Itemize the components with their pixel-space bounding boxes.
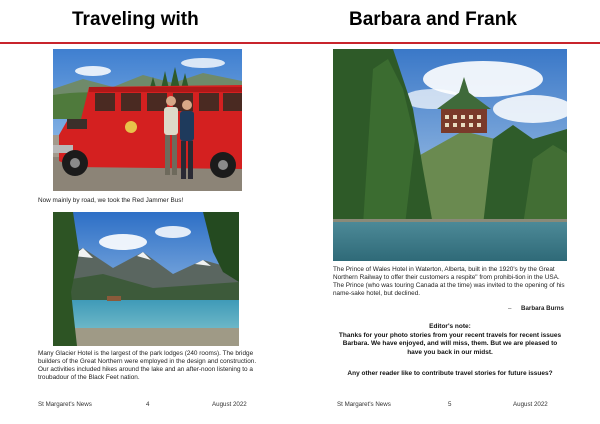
left-title-rule	[0, 42, 300, 44]
right-page	[300, 0, 600, 424]
right-title-rule	[300, 42, 600, 44]
prince-of-wales-hotel-photo	[333, 49, 567, 261]
footer-publication: St Margaret's News	[337, 401, 391, 408]
article-attribution: Barbara Burns	[521, 305, 564, 312]
footer-page-number: 4	[146, 401, 150, 408]
many-glacier-caption: Many Glacier Hotel is the largest of the park lodges (240 rooms). The bridge builders of the Great Northern were employed in the design and construction. Our activities included hikes around the lake and an after-noon listening to a troubadour of the Black Feet nation.	[38, 350, 257, 382]
left-page-title: Traveling with	[72, 9, 199, 30]
prince-of-wales-caption: The Prince of Wales Hotel in Waterton, Alberta, built in the 1920's by the Great Northern Railway to offer their customers a respite" from prohibi-tion in the USA. The Prince (who was touring Canada at the time) was invited to the opening of his name-sake hotel, but declined.	[333, 266, 565, 298]
editor-note-title: Editor's note:	[429, 323, 471, 330]
attribution-dash: –	[508, 305, 512, 312]
footer-publication: St Margaret's News	[38, 401, 92, 408]
many-glacier-lake-photo	[53, 212, 239, 346]
editor-note-body: Thanks for your photo stories from your recent travels for recent issues Barbara. We have enjoyed, and will miss, them. But we are pleased to have you back in our midst.	[338, 332, 562, 356]
contribute-question: Any other reader like to contribute travel stories for future issues?	[347, 370, 553, 377]
footer-date: August 2022	[212, 401, 247, 408]
footer-page-number: 5	[448, 401, 452, 408]
footer-date: August 2022	[513, 401, 548, 408]
right-page-title: Barbara and Frank	[349, 9, 517, 30]
red-jammer-bus-photo	[53, 49, 242, 191]
red-jammer-bus-caption: Now mainly by road, we took the Red Jammer Bus!	[38, 197, 184, 204]
